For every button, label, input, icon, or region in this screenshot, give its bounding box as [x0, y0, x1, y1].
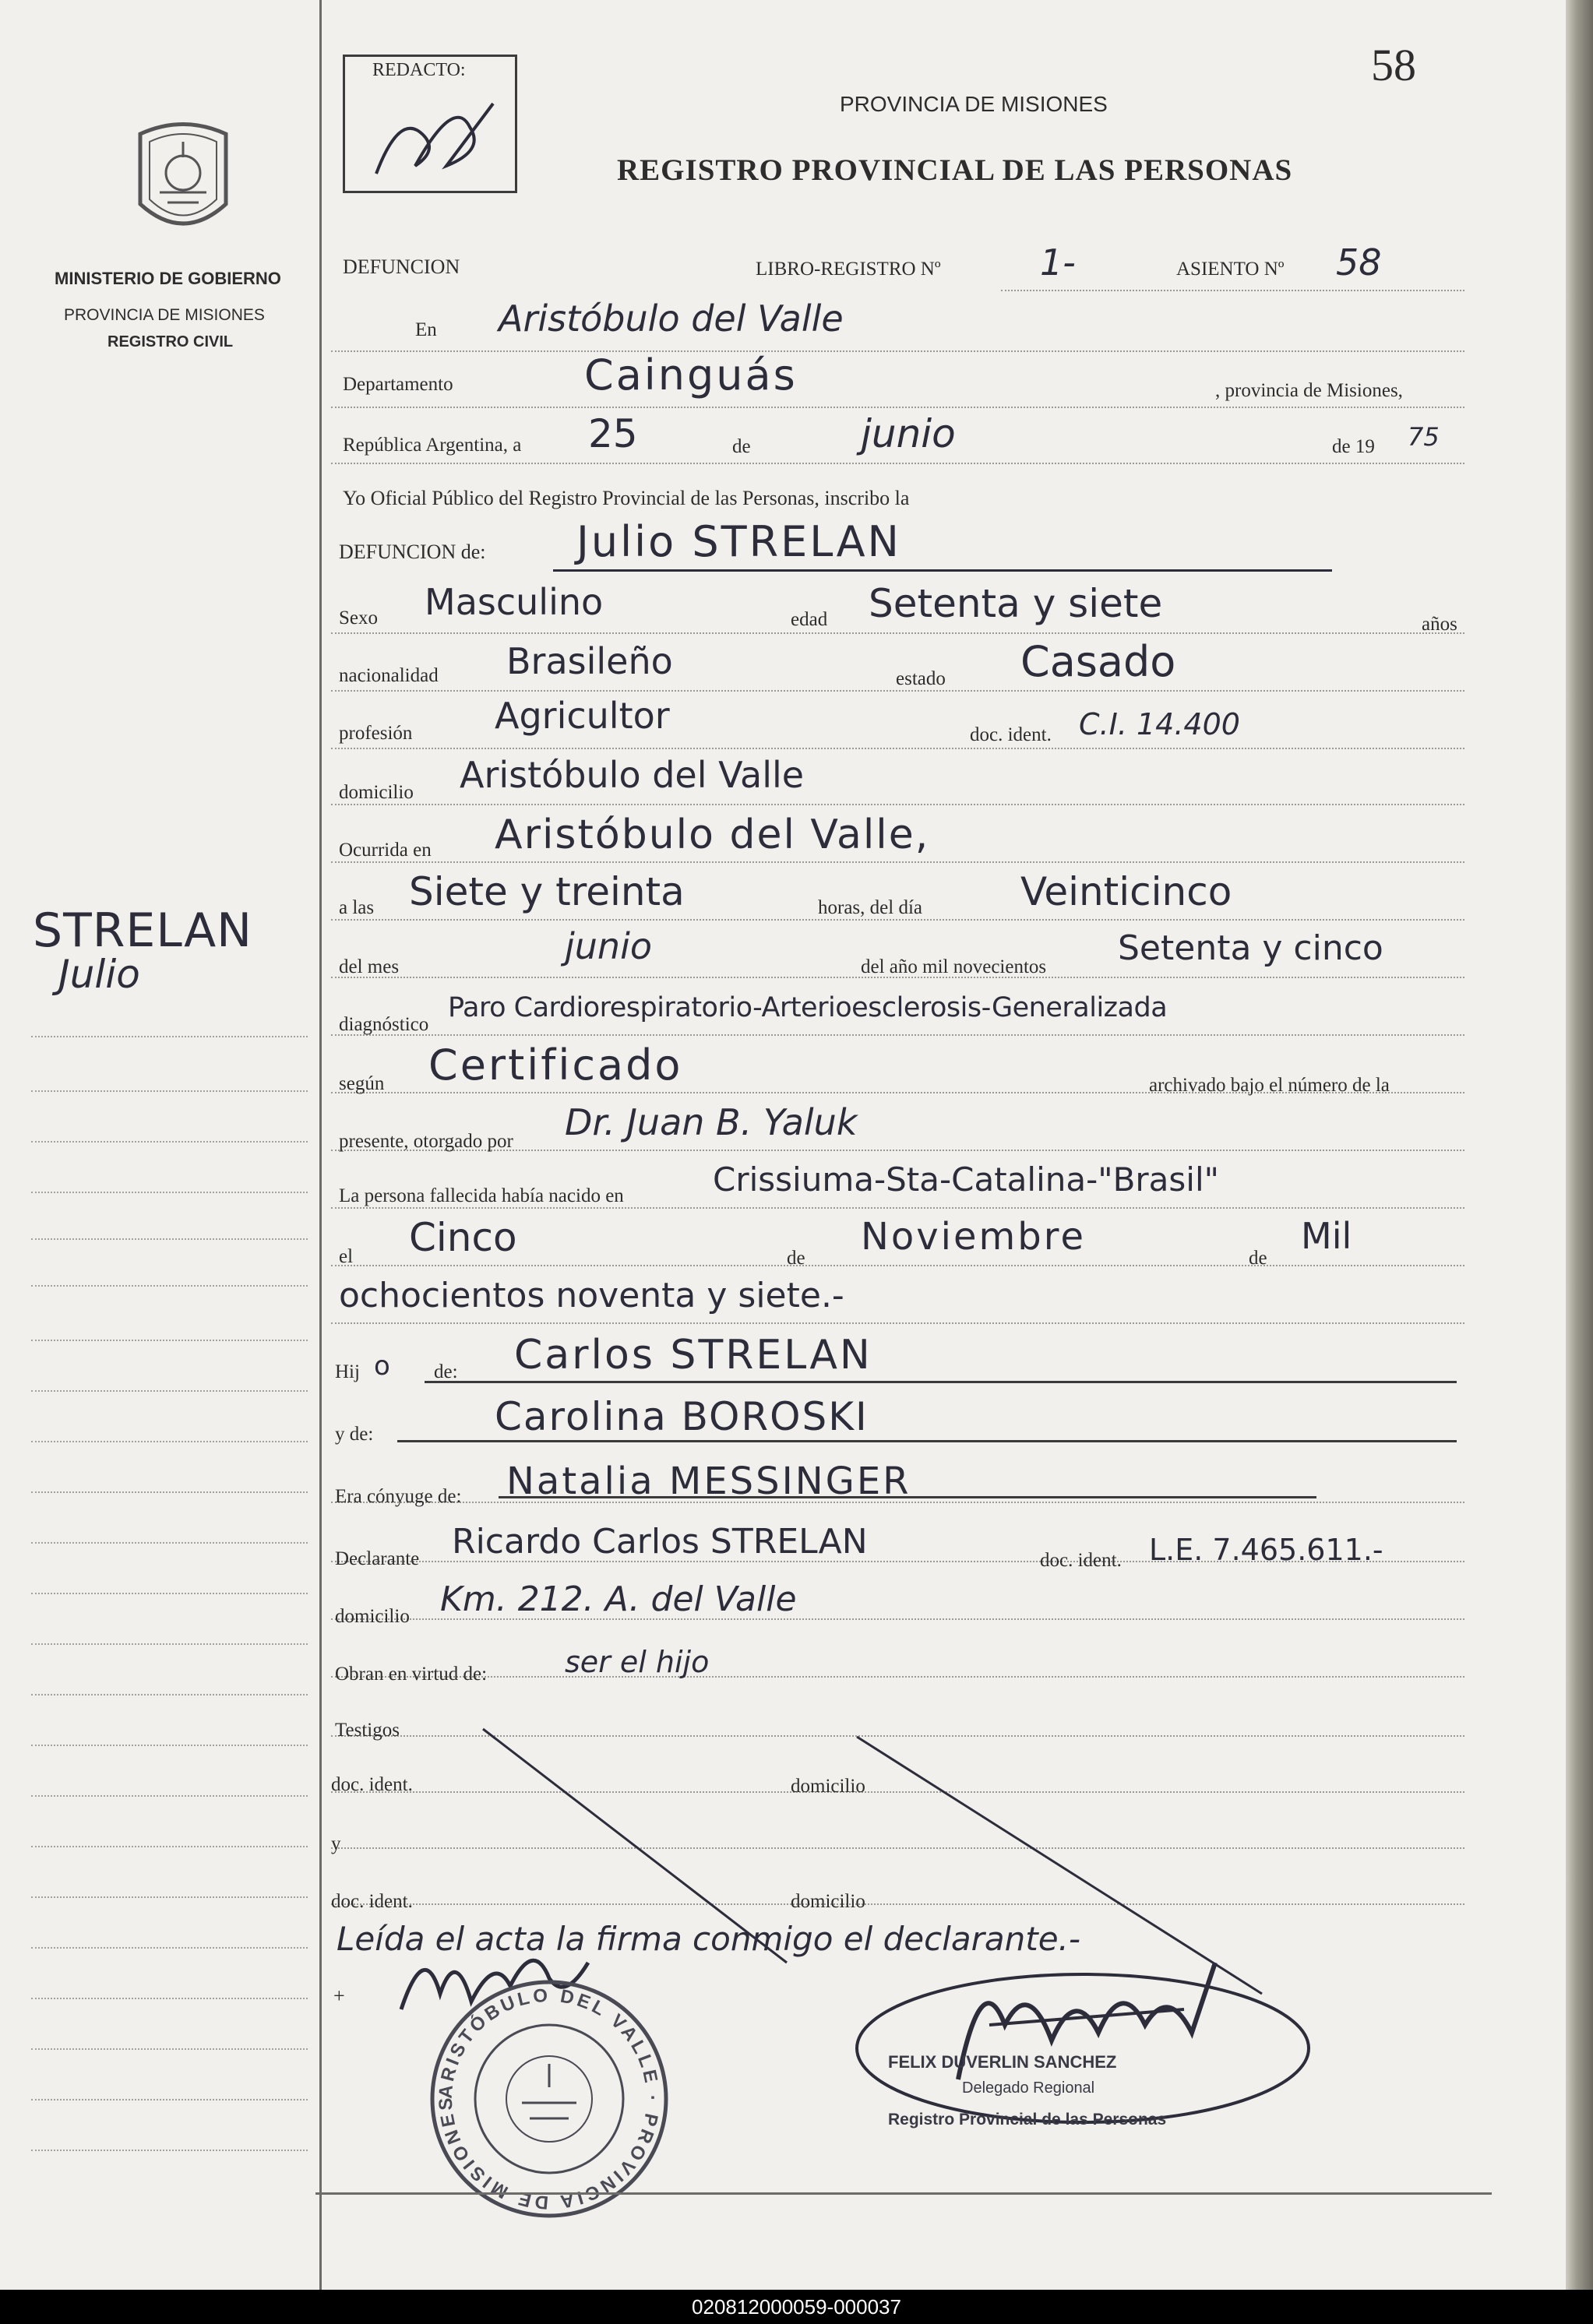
sexo-value: Masculino [425, 581, 604, 623]
ministry-line-3: REGISTRO CIVIL [107, 333, 234, 350]
de2-label: de [787, 1248, 805, 1269]
row-diagnostico [331, 978, 1464, 1036]
decl-domicilio-value: Km. 212. A. del Valle [440, 1579, 797, 1619]
official-stamp-line1: FELIX DUVERLIN SANCHEZ [888, 2052, 1117, 2072]
deceased-name: Julio STRELAN [576, 517, 901, 566]
segun-value: Certificado [428, 1041, 683, 1090]
el-value: Cinco [409, 1215, 517, 1260]
de3-label: de [1249, 1248, 1267, 1269]
row-departamento [331, 350, 1464, 408]
edad-value: Setenta y siete [869, 581, 1163, 626]
ano-value: Setenta y cinco [1118, 928, 1383, 968]
redacto-box [343, 55, 517, 193]
row-profesion [331, 692, 1464, 749]
row-nacionalidad [331, 634, 1464, 692]
asiento-label: ASIENTO Nº [1176, 259, 1285, 280]
archivado-label: archivado bajo el número de la [1149, 1075, 1390, 1096]
testigos-label: Testigos [335, 1720, 400, 1741]
obran-value: ser el hijo [565, 1645, 710, 1679]
en-label: En [415, 319, 437, 340]
republica-label: República Argentina, a [343, 435, 522, 456]
profesion-value: Agricultor [495, 695, 670, 737]
row-ocurrida [331, 805, 1464, 863]
departamento-label: Departamento [343, 374, 453, 395]
el-label: el [339, 1246, 354, 1267]
svg-text:ARISTÓBULO DEL VALLE · PROVINC: ARISTÓBULO DEL VALLE · PROVINCIA DE MISIONES [435, 1984, 664, 2213]
leida-statement: Leída el acta la firma conmigo el declarante.- [337, 1920, 1081, 1958]
hijo-suffix: o [374, 1350, 390, 1382]
segun-label: según [339, 1073, 385, 1094]
decl-doc-label: doc. ident. [1040, 1550, 1122, 1571]
padre-value: Carlos STRELAN [514, 1332, 872, 1379]
ocurrida-value: Aristóbulo del Valle, [495, 812, 930, 858]
declarante-value: Ricardo Carlos STRELAN [452, 1522, 868, 1562]
round-seal-icon [421, 1970, 678, 2227]
row-segun [331, 1036, 1464, 1096]
row-mes [331, 921, 1464, 978]
row-en [331, 294, 1464, 352]
doc-ident-value: C.I. 14.400 [1079, 707, 1240, 741]
page-number: 58 [1371, 40, 1416, 90]
decl-doc-value: L.E. 7.465.611.- [1149, 1533, 1383, 1567]
official-stamp-line3: Registro Provincial de las Personas [888, 2111, 1167, 2129]
row-obran [331, 1620, 1464, 1685]
decl-domicilio-label: domicilio [335, 1606, 410, 1627]
ministry-line-2: PROVINCIA DE MISIONES [64, 306, 265, 324]
ministry-seal-icon [125, 118, 241, 247]
asiento-value: 58 [1336, 241, 1382, 283]
row-nac-ano [331, 1266, 1464, 1324]
y-label: y [331, 1833, 341, 1854]
testigo2-doc-label: doc. ident. [331, 1891, 413, 1912]
conyuge-value: Natalia MESSINGER [506, 1460, 911, 1503]
dia-value: Veinticinco [1020, 869, 1232, 914]
row-hora [331, 863, 1464, 921]
hijo-de-label: de: [434, 1361, 458, 1382]
barcode-text: 020812000059-000037 [692, 2295, 901, 2319]
row-nac-fecha [331, 1209, 1464, 1269]
row-declarante [331, 1505, 1464, 1571]
departamento-value: Cainguás [584, 350, 798, 400]
presente-value: Dr. Juan B. Yaluk [565, 1101, 858, 1143]
conyuge-label: Era cónyuge de: [335, 1486, 462, 1507]
ministry-line-1: MINISTERIO DE GOBIERNO [55, 269, 281, 288]
ocurrida-label: Ocurrida en [339, 840, 432, 861]
madre-value: Carolina BOROSKI [495, 1394, 869, 1439]
profesion-label: profesión [339, 723, 413, 744]
record-type-label: DEFUNCION [343, 255, 460, 278]
a-las-value: Siete y treinta [409, 869, 685, 914]
provincia-suffix: , provincia de Misiones, [1215, 380, 1403, 401]
en-value: Aristóbulo del Valle [499, 298, 844, 340]
row-nacido [331, 1151, 1464, 1209]
y-de-label: y de: [335, 1424, 374, 1445]
a-las-label: a las [339, 897, 375, 918]
doc-ident-label: doc. ident. [970, 724, 1052, 745]
day-value: 25 [588, 411, 638, 456]
sexo-label: Sexo [339, 607, 378, 629]
header-province: PROVINCIA DE MISIONES [840, 92, 1108, 116]
row-libro [331, 238, 1464, 294]
row-sexo [331, 576, 1464, 634]
testigo1-dom-label: domicilio [791, 1776, 865, 1797]
row-presente [331, 1093, 1464, 1151]
year-prefix: de 19 [1332, 436, 1375, 457]
row-decl-domicilio [331, 1562, 1464, 1627]
domicilio-value: Aristóbulo del Valle [460, 754, 805, 796]
nacionalidad-label: nacionalidad [339, 665, 439, 686]
header-registry: REGISTRO PROVINCIAL DE LAS PERSONAS [617, 153, 1293, 187]
official-signature [826, 1931, 1332, 2134]
presente-label: presente, otorgado por [339, 1131, 513, 1152]
defuncion-de-label: DEFUNCION de: [339, 541, 486, 563]
diagnostico-value: Paro Cardiorespiratorio-Arterioesclerosis-Generalizada [448, 992, 1168, 1023]
nac-year-value: ochocientos noventa y siete.- [339, 1276, 844, 1315]
cross-mark-icon: + [333, 1984, 345, 2007]
obran-label: Obran en virtud de: [335, 1664, 488, 1685]
book-binding [1566, 0, 1593, 2290]
hijo-label: Hij [335, 1361, 360, 1382]
redacto-label: REDACTO: [372, 60, 466, 80]
nacido-label: La persona fallecida había nacido en [339, 1185, 624, 1206]
edad-label: edad [791, 609, 828, 630]
margin-surname: STRELAN [33, 903, 253, 958]
row-deceased [331, 517, 1464, 573]
row-hijo [331, 1324, 1464, 1380]
oficial-statement: Yo Oficial Público del Registro Provincial de las Personas, inscribo la [343, 487, 910, 509]
form-bottom-border [315, 2192, 1492, 2195]
diagnostico-label: diagnóstico [339, 1014, 429, 1035]
footer-barcode-strip [0, 2290, 1593, 2324]
nac-mil-value: Mil [1301, 1215, 1352, 1257]
margin-given-name: Julio [58, 952, 140, 997]
estado-value: Casado [1020, 637, 1176, 686]
row-domicilio [331, 748, 1464, 805]
row-conyuge [331, 1445, 1464, 1507]
redacto-initials-icon [353, 80, 509, 189]
declarante-label: Declarante [335, 1548, 420, 1569]
row-madre [331, 1383, 1464, 1445]
testigo1-doc-label: doc. ident. [331, 1774, 413, 1795]
del-mes-label: del mes [339, 956, 400, 977]
horas-label: horas, del día [818, 897, 922, 918]
official-stamp-line2: Delegado Regional [962, 2079, 1095, 2097]
del-ano-label: del año mil novecientos [861, 956, 1047, 977]
nac-mes-value: Noviembre [861, 1215, 1086, 1259]
domicilio-label: domicilio [339, 782, 414, 803]
de-label: de [732, 436, 751, 457]
testigo2-dom-label: domicilio [791, 1891, 865, 1912]
libro-value: 1- [1040, 241, 1076, 283]
nacido-value: Crissiuma-Sta-Catalina-"Brasil" [713, 1160, 1219, 1199]
month-value: junio [861, 411, 956, 456]
anos-label: años [1422, 614, 1457, 635]
year-value: 75 [1408, 422, 1440, 452]
estado-label: estado [896, 668, 946, 689]
mes-value: junio [565, 925, 653, 967]
nacionalidad-value: Brasileño [506, 640, 673, 682]
row-fecha [331, 407, 1464, 464]
libro-label: LIBRO-REGISTRO Nº [756, 259, 941, 280]
